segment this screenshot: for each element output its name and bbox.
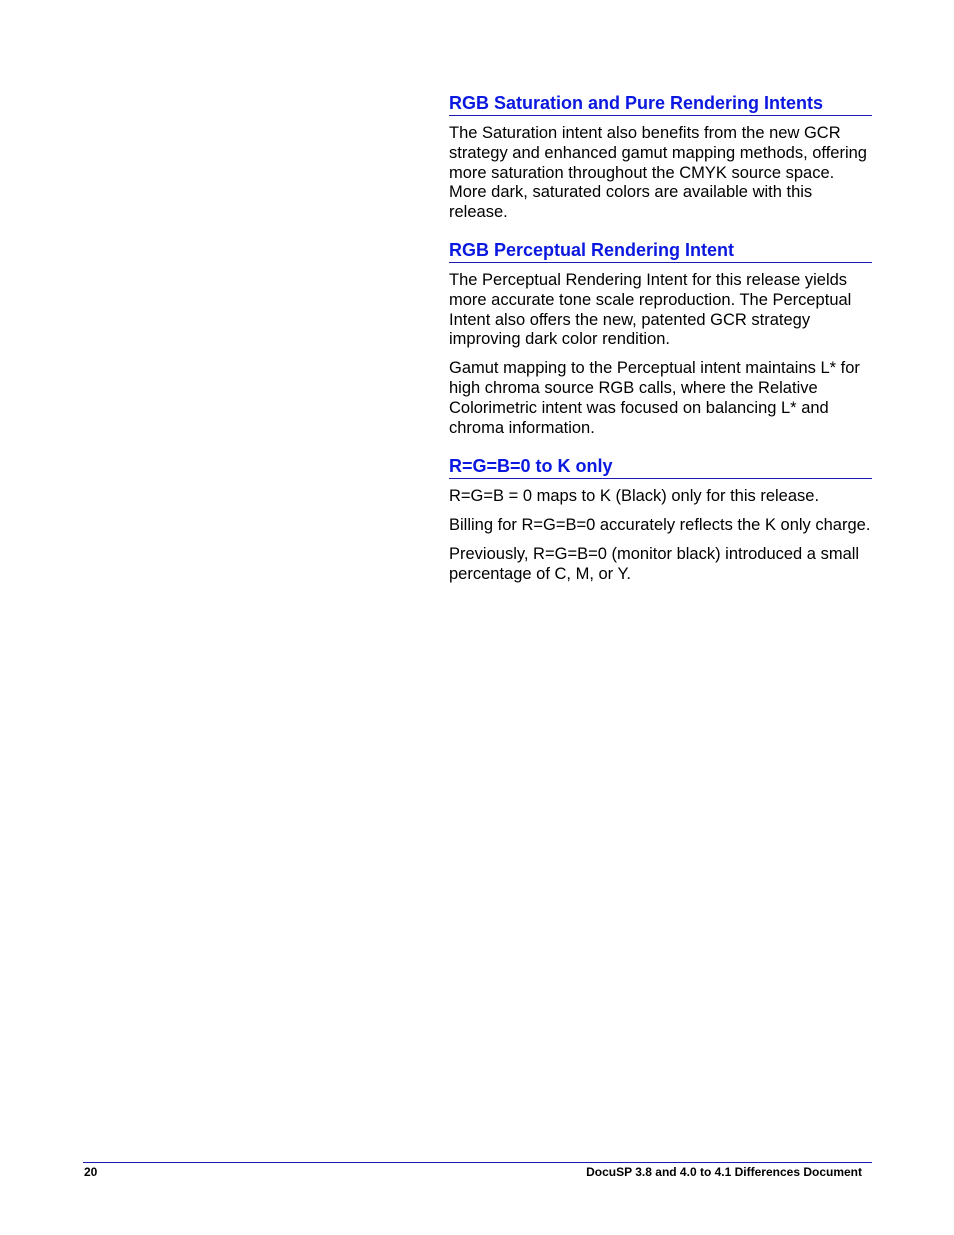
section-heading: R=G=B=0 to K only xyxy=(449,455,872,479)
document-body xyxy=(449,92,872,585)
paragraph: Billing for R=G=B=0 accurately reflects the K only charge. xyxy=(449,516,871,535)
page-number: 20 xyxy=(84,1165,98,1179)
section-rgb-perceptual xyxy=(449,239,872,438)
page-footer xyxy=(83,1162,872,1179)
paragraph: Previously, R=G=B=0 (monitor black) introduced a small percentage of C, M, or Y. xyxy=(449,544,860,583)
section-heading: RGB Perceptual Rendering Intent xyxy=(449,239,872,263)
paragraph: The Saturation intent also benefits from the new GCR strategy and enhanced gamut mapping methods, offering more saturation throughout the CMYK source space. More dark, saturated colors are available with this release. xyxy=(449,124,867,222)
section-heading: RGB Saturation and Pure Rendering Intents xyxy=(449,92,872,116)
paragraph: R=G=B = 0 maps to K (Black) only for this release. xyxy=(449,487,820,506)
section-rgb-saturation xyxy=(449,92,872,223)
document-title: DocuSP 3.8 and 4.0 to 4.1 Differences Document xyxy=(586,1165,862,1179)
section-rgb-to-k xyxy=(449,455,872,584)
paragraph: The Perceptual Rendering Intent for this release yields more accurate tone scale reproduction. The Perceptual Intent also offers the new, patented GCR strategy improving dark color rendition. xyxy=(449,270,852,349)
paragraph: Gamut mapping to the Perceptual intent maintains L* for high chroma source RGB calls, where the Relative Colorimetric intent was focused on balancing L* and chroma information. xyxy=(449,359,860,437)
